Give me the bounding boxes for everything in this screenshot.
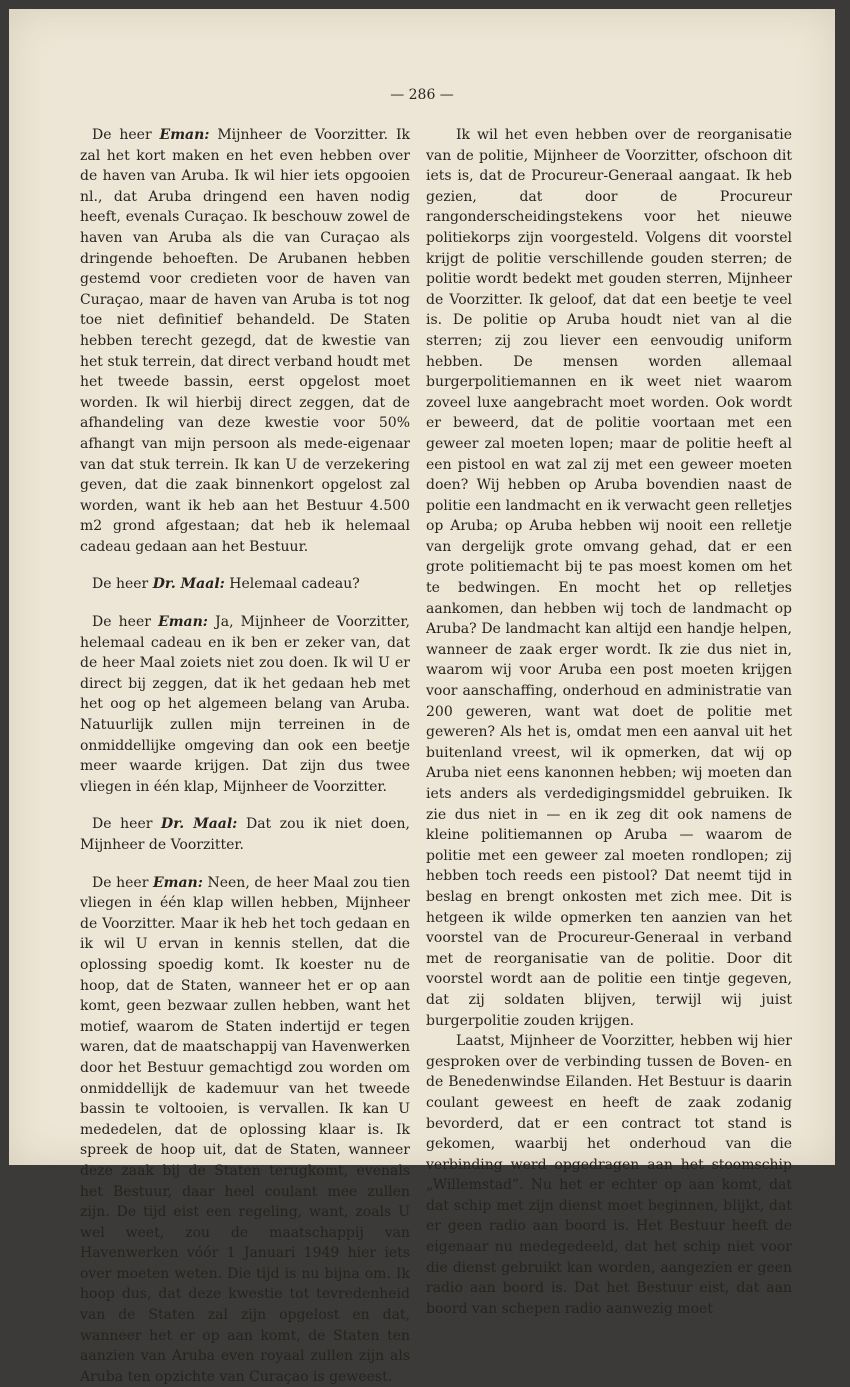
paragraph xyxy=(80,814,410,855)
speaker-name: Dr. Maal: xyxy=(161,816,238,833)
document-page xyxy=(9,9,835,1385)
speaker-name: Dr. Maal: xyxy=(152,576,225,593)
paragraph: Laatst, Mijnheer de Voorzitter, hebben wij hier gesproken over de verbinding tussen de Boven- en de Benedenwindse Eilanden. Het Bestuur is daarin coulant geweest en heeft de zaak zodanig bevorderd, dat er een contract tot stand is gekomen, waarbij het onderhoud van die verbinding werd opgedragen aan het stoomschip „Willemstad”. Nu het er echter op aan komt, dat dat schip met zijn dienst moet beginnen, blijkt, dat er geen radio aan boord is. Het Bestuur heeft de eigenaar nu medegedeeld, dat het schip niet voor die dienst gebruikt kan worden, aangezien er geen radio aan boord is. Dat het Bestuur eist, dat aan boord van schepen radio aanwezig moet xyxy=(426,1033,792,1317)
paragraph-text: Neen, de heer Maal zou tien vliegen in één klap willen hebben, Mijnheer de Voorzitter. Maar ik heb het toch gedaan en ik wil U ervan in kennis stellen, dat die oplossing spoedig komt. Ik koester nu de hoop, dat de Staten, wanneer het er op aan komt, geen bezwaar zullen hebben, want het motief, waarom de Staten indertijd er tegen waren, dat de maatschappij van Havenwerken door het Bestuur gemachtigd zou worden om onmiddellijk de kademuur van het tweede bassin te voltooien, is vervallen. Ik kan U mededelen, dat de oplossing klaar is. Ik spreek de hoop uit, dat de Staten, wanneer deze zaak bij de Staten terugkomt, evenals het Bestuur, daar heel coulant mee zullen zijn. De tijd eist een regeling, want, zoals U wel weet, zou de maatschappij van Havenwerken vóór 1 Januari 1949 hier iets over moeten weten. Die tijd is nu bijna om. Ik hoop dus, dat deze kwestie tot tevredenheid van de Staten zal zijn opgelost en dat, wanneer het er op aan komt, de Staten ten aanzien van Aruba even royaal zullen zijn als Aruba ten opzichte van Curaçao is geweest. xyxy=(80,874,410,1385)
speaker-prefix: De heer xyxy=(92,614,159,631)
speaker-prefix: De heer xyxy=(92,816,162,833)
page-number: — 286 — xyxy=(390,87,454,103)
paragraph xyxy=(80,125,410,557)
paragraph: Ik wil het even hebben over de reorganisatie van de politie, Mijnheer de Voorzitter, ofschoon dit iets is, dat de Procureur-Generaal aangaat. Ik heb gezien, dat door de Procureur rangonderscheidingstekens voor het nieuwe politiekorps zijn voorgesteld. Volgens dit voorstel krijgt de politie verschillende gouden sterren; de politie wordt bedekt met gouden sterren, Mijnheer de Voorzitter. Ik geloof, dat dat een beetje te veel is. De politie op Aruba houdt niet van al die sterren; zij zou liever een eenvoudig uniform hebben. De mensen worden allemaal burgerpolitiemannen en ik weet niet waarom zoveel luxe aangebracht moet worden. Ook wordt er beweerd, dat de politie voortaan met een geweer zal moeten lopen; maar de politie heeft al een pistool en wat zal zij met een geweer moeten doen? Wij hebben op Aruba bovendien naast de politie een landmacht en ik verwacht geen relletjes op Aruba; op Aruba hebben wij nooit een relletje van dergelijk grote omvang gehad, dat er een grote politiemacht bij te pas moest komen om het te bedwingen. En mocht het op relletjes aankomen, dan hebben wij toch de landmacht op Aruba? De landmacht kan altijd een handje helpen, wanneer de zaak erger wordt. Ik zie dus niet in, waarom wij voor Aruba een post moeten krijgen voor aanschaffing, onderhoud en administratie van 200 geweren, want wat doet de politie met geweren? Als het is, omdat men een aanval uit het buitenland vreest, wil ik opmerken, dat wij op Aruba niet eens kanonnen hebben; wij moeten dan iets anders als verdedigingsmiddel gebruiken. Ik zie dus niet in — en ik zeg dit ook namens de kleine politiemannen op Aruba — waarom de politie met een geweer zal moeten rondlopen; zij hebben toch reeds een pistool? Dat neemt tijd in beslag en brengt onkosten met zich mee. Dit is hetgeen ik wilde opmerken ten aanzien van het voorstel van de Procureur-Generaal in verband met de reorganisatie van de politie. Door dit voorstel wordt aan de politie een tintje gegeven, dat zij soldaten blijven, terwijl wij juist burgerpolitie zouden krijgen. xyxy=(426,127,792,1029)
speaker-prefix: De heer xyxy=(92,576,153,593)
paragraph-text: Dat zou ik niet doen, Mijnheer de Voorzitter. xyxy=(80,816,410,853)
paragraph-text: Helemaal cadeau? xyxy=(229,576,360,593)
speaker-name: Eman: xyxy=(159,127,210,143)
paragraph xyxy=(80,612,410,797)
speaker-prefix: De heer xyxy=(92,874,153,891)
paragraph-text: Ja, Mijnheer de Voorzitter, helemaal cadeau en ik ben er zeker van, dat de heer Maal zoiets niet zou doen. Ik wil U er direct bij zeggen, dat ik het gedaan heb met het oog op het algemeen belang van Aruba. Natuurlijk zullen mijn terreinen in de onmiddellijke omgeving dan ook een beetje meer waarde krijgen. Dat zijn dus twee vliegen in één klap, Mijnheer de Voorzitter. xyxy=(80,614,410,795)
paragraph-text: Mijnheer de Voorzitter. Ik zal het kort maken en het even hebben over de haven van Aruba. Ik wil hier iets opgooien nl., dat Aruba dringend een haven nodig heeft, evenals Curaçao. Ik beschouw zowel de haven van Aruba als die van Curaçao als dringende behoeften. De Arubanen hebben gestemd voor credieten voor de haven van Curaçao, maar de haven van Aruba is tot nog toe niet definitief behandeld. De Staten hebben terecht gezegd, dat de kwestie van het stuk terrein, dat direct verband houdt met het tweede bassin, eerst opgelost moet worden. Ik wil hierbij direct zeggen, dat de afhandeling van deze kwestie voor 50% afhangt van mijn persoon als mede-eigenaar van dat stuk terrein. Ik kan U de verzekering geven, dat die zaak binnenkort opgelost zal worden, want ik heb aan het Bestuur 4.500 m2 grond afgestaan; dat heb ik helemaal cadeau gedaan aan het Bestuur. xyxy=(80,127,410,555)
speaker-prefix: De heer xyxy=(92,127,160,143)
speaker-name: Eman: xyxy=(158,614,208,631)
paragraph xyxy=(80,873,410,1387)
speaker-name: Eman: xyxy=(152,874,203,891)
paragraph xyxy=(80,574,410,595)
left-column xyxy=(80,125,410,1387)
right-column xyxy=(426,125,792,1319)
